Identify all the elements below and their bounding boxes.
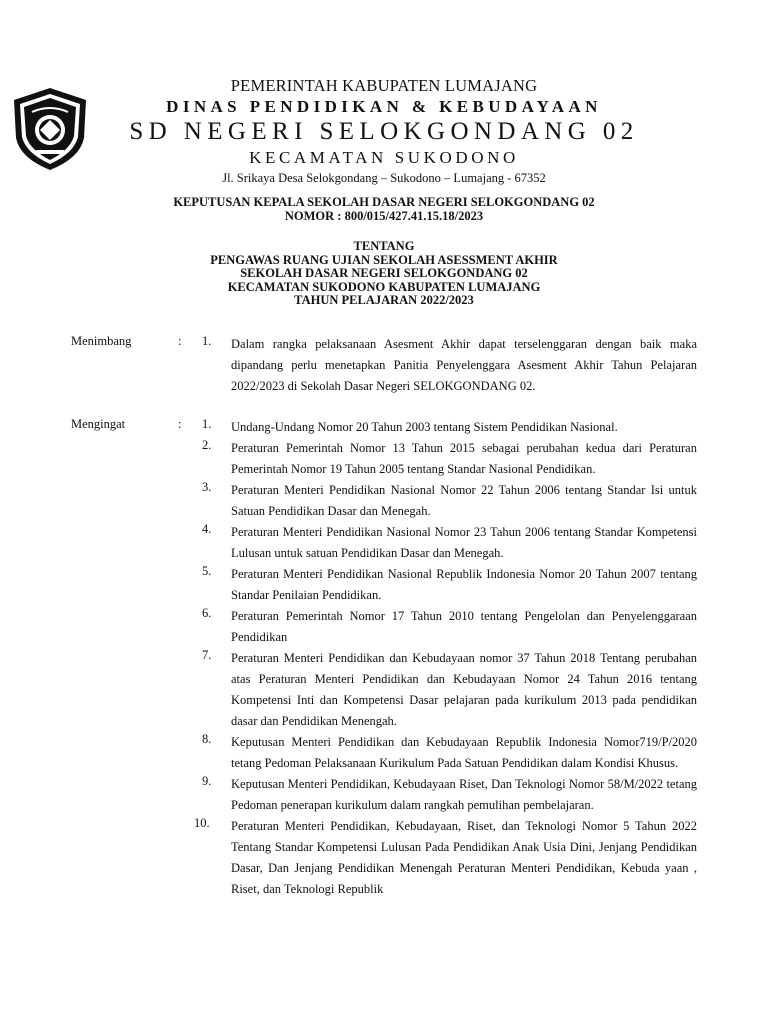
item-number: 9. [202, 774, 212, 788]
letterhead-district: KECAMATAN SUKODONO [249, 148, 519, 167]
item-number: 8. [202, 732, 212, 746]
list-item [0, 334, 768, 397]
letterhead-agency: DINAS PENDIDIKAN & KEBUDAYAAN [166, 97, 602, 116]
item-number: 2. [202, 438, 212, 452]
item-text: Peraturan Pemerintah Nomor 13 Tahun 2015 sebagai perubahan kedua dari Peraturan Pemerintah Nomor 19 Tahun 2005 tentang Standar Nasional Pendidikan. [231, 441, 697, 476]
item-text: Peraturan Menteri Pendidikan, Kebudayaan, Riset, dan Teknologi Nomor 5 Tahun 2022 Tentang Standar Kompetensi Lulusan Pada Pendidikan Anak Usia Dini, Jenjang Pendidikan Dasar, Dan Jenjang Pendidikan Menengah Peraturan Menteri Pendidikan, Kebuda yaan , Riset, dan Teknologi Republik [231, 819, 697, 896]
section-label: Mengingat [71, 417, 126, 431]
item-number: 3. [202, 480, 212, 494]
decree-about: TENTANG [353, 239, 415, 253]
list-item [0, 774, 768, 816]
item-number: 4. [202, 522, 212, 536]
list-item [0, 564, 768, 606]
item-text: Keputusan Menteri Pendidikan dan Kebudayaan Republik Indonesia Nomor719/P/2020 tetang Pedoman Pelaksanaan Kurikulum Pada Satuan Pendidikan dalam Kondisi Khusus. [231, 735, 697, 770]
item-text: Undang-Undang Nomor 20 Tahun 2003 tentang Sistem Pendidikan Nasional. [231, 420, 618, 434]
subject-line: PENGAWAS RUANG UJIAN SEKOLAH ASESSMENT AKHIR [210, 252, 558, 267]
section-colon: : [178, 417, 182, 431]
list-item [0, 522, 768, 564]
item-text: Dalam rangka pelaksanaan Asesment Akhir dapat terselenggaran dengan baik maka dipandang perlu menetapkan Panitia Penyelenggara Asesment Akhir Tahun Pelajaran 2022/2023 di Sekolah Dasar Negeri SELOKGONDANG 02. [231, 337, 697, 393]
subject-line: TAHUN PELAJARAN 2022/2023 [294, 293, 474, 307]
item-number: 5. [202, 564, 212, 578]
subject-line: SEKOLAH DASAR NEGERI SELOKGONDANG 02 [240, 266, 528, 280]
letterhead-address: Jl. Srikaya Desa Selokgondang – Sukodono – Lumajang - 67352 [222, 171, 546, 185]
item-number: 10. [194, 816, 210, 830]
item-text: Peraturan Menteri Pendidikan Nasional Nomor 22 Tahun 2006 tentang Standar Isi untuk Satuan Pendidikan Dasar dan Menegah. [231, 483, 697, 518]
decree-heading [0, 196, 768, 223]
letterhead-government: PEMERINTAH KABUPATEN LUMAJANG [230, 76, 538, 95]
section-colon: : [178, 334, 182, 348]
section-label: Menimbang [71, 334, 132, 348]
decree-number: NOMOR : 800/015/427.41.15.18/2023 [284, 208, 484, 223]
list-item [0, 816, 768, 900]
item-number: 1. [202, 417, 212, 431]
item-number: 7. [202, 648, 212, 662]
item-text: Peraturan Menteri Pendidikan Nasional Republik Indonesia Nomor 20 Tahun 2007 tentang Standar Penilaian Pendidikan. [231, 567, 697, 602]
item-text: Peraturan Pemerintah Nomor 17 Tahun 2010 tentang Pengelolan dan Penyelenggaraan Pendidikan [231, 609, 697, 644]
list-item [0, 648, 768, 732]
item-text: Peraturan Menteri Pendidikan dan Kebudayaan nomor 37 Tahun 2018 Tentang perubahan atas Peraturan Menteri Pendidikan dan Kebudayaan Nomor 24 Tahun 2016 tentang Kompetensi Inti dan Kompetensi Dasar pelajaran pada kurikulum 2013 pada pendidikan dasar dan Pendidikan Menengah. [231, 651, 697, 728]
regency-crest-logo [10, 86, 90, 172]
list-item [0, 438, 768, 480]
list-item [0, 417, 768, 438]
letterhead [100, 76, 668, 187]
item-text: Keputusan Menteri Pendidikan, Kebudayaan Riset, Dan Teknologi Nomor 58/M/2022 tetang Pedoman penerapan kurikulum dalam rangkah pemulihan pembelajaran. [231, 777, 697, 812]
decree-subject [0, 240, 768, 308]
letterhead-school: SD NEGERI SELOKGONDANG 02 [129, 118, 639, 145]
list-item [0, 606, 768, 648]
subject-line: KECAMATAN SUKODONO KABUPATEN LUMAJANG [227, 279, 541, 294]
mengingat-list [0, 417, 768, 900]
item-text: Peraturan Menteri Pendidikan Nasional Nomor 23 Tahun 2006 tentang Standar Kompetensi Lulusan untuk satuan Pendidikan Dasar dan Menegah. [231, 525, 697, 560]
decree-title: KEPUTUSAN KEPALA SEKOLAH DASAR NEGERI SELOKGONDANG 02 [173, 195, 595, 209]
menimbang-list [0, 334, 768, 397]
list-item [0, 480, 768, 522]
list-item [0, 732, 768, 774]
item-number: 6. [202, 606, 212, 620]
item-number: 1. [202, 334, 212, 348]
